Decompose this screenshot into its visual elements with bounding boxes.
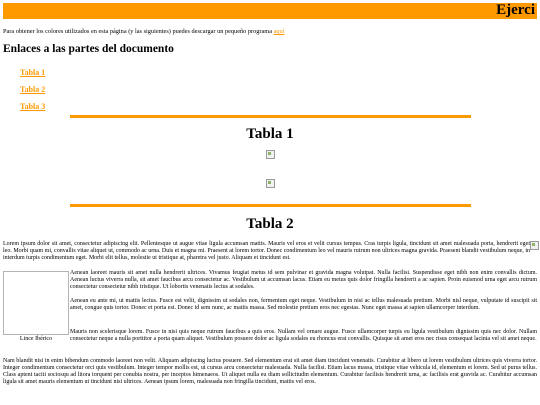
paragraph-4: Mauris non scelerisque lorem. Fusce in nisi quis neque rutrum faucibus a quis eros. Nullam vel ornare augue. Fusce ullamcorper turpis eu ligula vestibulum dignissim quis nec dolor. Nullam consectetur neque a nulla porttitor a porta quam aliquet. Vestibulum posuere dolor ac ligula sodales eu rhoncus erat convallis. Quisque sit amet eros nec risus consequat lacinia vel sit amet neque. (70, 329, 537, 342)
toc-item-tabla-2 (20, 79, 45, 96)
paragraph-2: Aenean laoreet mauris sit amet nulla hendrerit ultrices. Vivamus feugiat metus id sem pulvinar et gravida magna volutpat. Nulla facilisi. Suspendisse eget nibh non enim convallis dictum. Aenean luctus viverra nulla, sit amet faucibus arcu consectetur ac. Vestibulum ut accumsan lacus. Etiam eu metus quis dolor fringilla hendrerit a ac sapien. Proin euismod urna eget arcu rutrum consectetur consectetur nibh tristique. Ut lobortis venenatis lectus at sodales. (70, 270, 537, 290)
paragraph-5: Nam blandit nisi in enim bibendum commodo laoreet non velit. Aliquam adipiscing luctus posuere. Sed elementum erat sit amet diam tincidunt venenatis. Curabitur at libero ut lorem vestibulum ultrices quis viverra tortor. Integer condimentum consectetur orci quis vestibulum. Integer tempor mollis est, ut cursus arcu consectetur malesuada. Nulla facilisi. Etiam lacus massa, tristique vitae vehicula id, elementum et lorem. Sed ut purus tellus. Class aptent taciti sociosqu ad litora torquent per conubia nostra, per inceptos himenaeos. Ut aliquet nulla eu diam sollicitudin elementum. Curabitur facilisis hendrerit urna, ac facilisis erat gravida ac. Curabitur accumsan ligula sit amet mauris elementum ut tincidunt nisi ultrices. Aenean ipsum lorem, malesuada non fringilla tincidunt, mattis vel eros. (3, 358, 537, 385)
paragraph-1: Lorem ipsum dolor sit amet, consectetur adipiscing elit. Pellentesque ut augue vitae ligula accumsan mattis. Mauris vel eros et velit cursus tempus. Cras turpis ligula, tincidunt sit amet malesuada porta, hendrerit eget leo. Morbi quam mi, convallis vitae aliquet ut, commodo ac urna. Duis et magna mi. Praesent at lorem tortor. Donec condimentum leo vel mauris rutrum non ultrices magna gravida. Praesent blandit vestibulum neque, in interdum turpis condimentum eget. Morbi elit tellus, molestie ut tristique at, pharetra vel justo. Aliquam et tincidunt est. (3, 241, 530, 261)
lynx-image (3, 271, 69, 335)
broken-image-icon (266, 150, 275, 159)
intro-text (3, 28, 284, 35)
link-tabla-3[interactable]: Tabla 3 (20, 102, 46, 111)
toc-item-tabla-1 (20, 62, 45, 79)
download-link[interactable]: aquí (273, 28, 285, 35)
figure-caption: Lince Ibérico (19, 336, 53, 342)
header-banner (3, 3, 537, 19)
link-tabla-1[interactable]: Tabla 1 (20, 68, 46, 77)
paragraph-3: Aenean eu ante mi, ut mattis lectus. Fusce est velit, dignissim ut sodales non, fermentum eget neque. Vestibulum in nisi ac tellus malesuada pretium. Morbi nisl neque, vulputate id suscipit sit amet, congue quis tortor. Donec et porta est. Donec id sem nunc, ac mattis massa. Sed molestie pretium eros nec egestas. Nunc eget massa at sapien ullamcorper interdum. (70, 298, 537, 311)
links-heading: Enlaces a las partes del documento (3, 43, 174, 55)
divider-tabla-1 (70, 115, 471, 118)
table-of-contents (20, 62, 45, 113)
page-title: Ejerci (496, 3, 535, 18)
toc-item-tabla-3 (20, 96, 45, 113)
tabla-1-title: Tabla 1 (246, 126, 294, 142)
broken-image-icon (266, 179, 275, 188)
divider-tabla-2 (70, 204, 471, 207)
link-tabla-2[interactable]: Tabla 2 (20, 85, 46, 94)
intro-sentence: Para obtener los colores utilizados en esta página (y las siguientes) puedes descargar un pequeño programa (3, 28, 272, 35)
broken-image-icon (530, 241, 539, 250)
tabla-2-title: Tabla 2 (246, 216, 294, 232)
